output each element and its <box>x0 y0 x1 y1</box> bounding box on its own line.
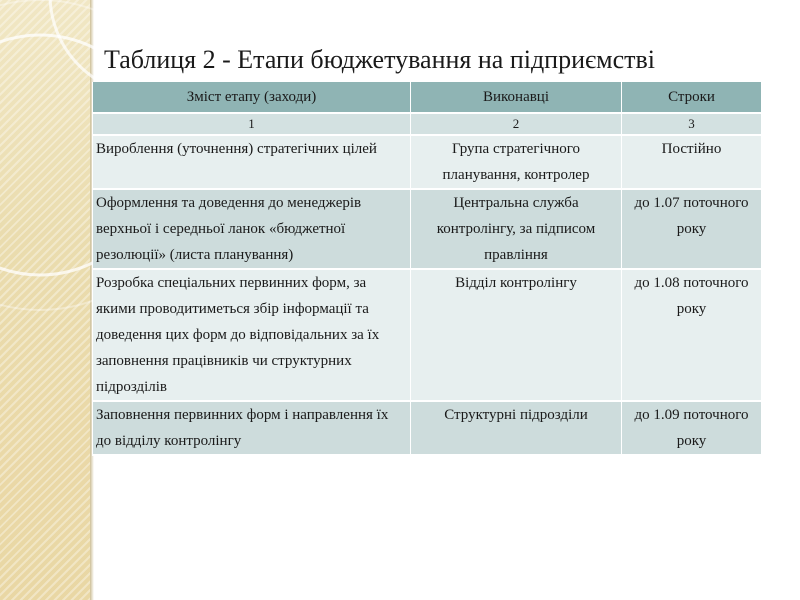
header-executors: Виконавці <box>411 82 622 113</box>
deadline-cell: Постійно <box>622 135 762 189</box>
deadline-cell: до 1.08 поточного року <box>622 269 762 401</box>
header-deadlines: Строки <box>622 82 762 113</box>
table-row <box>93 135 762 189</box>
deadline-cell: до 1.09 поточного року <box>622 401 762 455</box>
deadline-cell: до 1.07 поточного року <box>622 189 762 269</box>
executor-cell: Група стратегічного планування, контролер <box>411 135 622 189</box>
stage-cell: Оформлення та доведення до менеджерів верхньої і середньої ланок «бюджетної резолюції» (листа планування) <box>93 189 411 269</box>
budgeting-stages-table <box>92 82 762 456</box>
table-header-row <box>93 82 762 113</box>
table-row <box>93 269 762 401</box>
stage-cell: Заповнення первинних форм і направлення їх до відділу контролінгу <box>93 401 411 455</box>
table-row <box>93 189 762 269</box>
header-stage-content: Зміст етапу (заходи) <box>93 82 411 113</box>
table-row <box>93 401 762 455</box>
slide-title: Таблиця 2 - Етапи бюджетування на підприємстві <box>104 45 656 74</box>
column-number: 2 <box>411 113 622 135</box>
column-number-row <box>93 113 762 135</box>
decorative-side-band <box>0 0 90 600</box>
stage-cell: Розробка спеціальних первинних форм, за якими проводитиметься збір інформації та доведення цих форм до відповідальних за їх заповнення працівників чи структурних підрозділів <box>93 269 411 401</box>
executor-cell: Центральна служба контролінгу, за підписом правління <box>411 189 622 269</box>
column-number: 1 <box>93 113 411 135</box>
executor-cell: Структурні підрозділи <box>411 401 622 455</box>
stage-cell: Вироблення (уточнення) стратегічних цілей <box>93 135 411 189</box>
column-number: 3 <box>622 113 762 135</box>
executor-cell: Відділ контролінгу <box>411 269 622 401</box>
